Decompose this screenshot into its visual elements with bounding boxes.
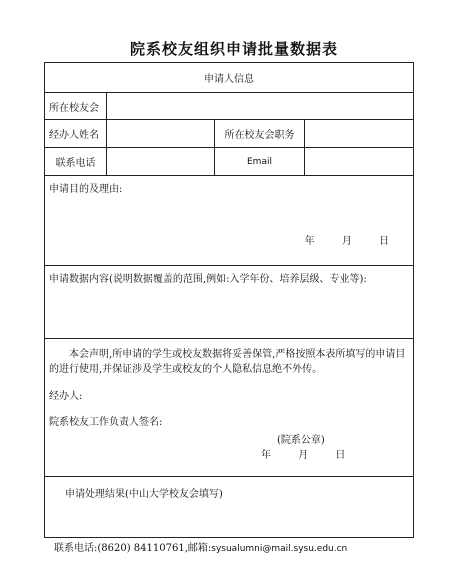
result-field[interactable] [45,477,414,538]
result-label: 申请处理结果(中山大学校友会填写) [65,489,223,500]
declaration-cell [45,339,414,477]
purpose-day: 日 [379,236,389,247]
alumni-association-label: 所在校友会 [45,93,107,120]
seal-label: (院系公章) [277,435,325,446]
footer-email-link[interactable]: sysualumni@mail.sysu.edu.cn [211,544,348,554]
email-field[interactable] [305,148,414,176]
leader-signature-label: 院系校友工作负责人签名: [49,417,163,428]
handler-position-label: 所在校友会职务 [215,120,305,148]
handler-name-label: 经办人姓名 [45,120,107,148]
form-header: 申请人信息 [45,63,414,93]
contact-phone-field[interactable] [107,148,215,176]
handler-name-field[interactable] [107,120,215,148]
row-purpose [45,176,414,266]
page-title: 院系校友组织申请批量数据表 [129,40,338,58]
purpose-date [305,232,389,247]
row-handler [45,120,414,148]
application-form [44,62,414,538]
footer-phone-label: 联系电话: [54,543,98,554]
footer-email-label: 邮箱: [187,543,212,554]
handler-position-field[interactable] [305,120,414,148]
declaration-month: 月 [298,450,309,461]
row-data-content [45,266,414,339]
row-contact [45,148,414,176]
data-content-label: 申请数据内容(说明数据覆盖的范围,例如:入学年份、培养层级、专业等): [49,274,367,285]
footer-phone: (8620) 84110761, [97,543,188,554]
declaration-date [261,446,345,461]
row-result [45,477,414,538]
email-label: Email [215,148,305,176]
declaration-year: 年 [261,450,271,461]
contact-phone-label: 联系电话 [45,148,107,176]
data-content-field[interactable] [45,266,414,339]
row-declaration [45,339,414,477]
alumni-association-field[interactable] [107,93,414,120]
footer-contact [54,539,347,554]
purpose-year: 年 [304,236,315,247]
purpose-label: 申请目的及理由: [49,184,123,195]
purpose-field[interactable] [45,176,414,266]
purpose-month: 月 [341,236,352,247]
handler-signature-label: 经办人: [49,391,83,402]
row-alumni-association [45,93,414,120]
form-header-row [45,63,414,93]
declaration-day: 日 [335,450,346,461]
declaration-text: 本会声明,所申请的学生或校友数据将妥善保管,严格按照本表所填写的申请目的进行使用,并保证涉及学生或校友的个人隐私信息绝不外传。 [49,349,406,375]
